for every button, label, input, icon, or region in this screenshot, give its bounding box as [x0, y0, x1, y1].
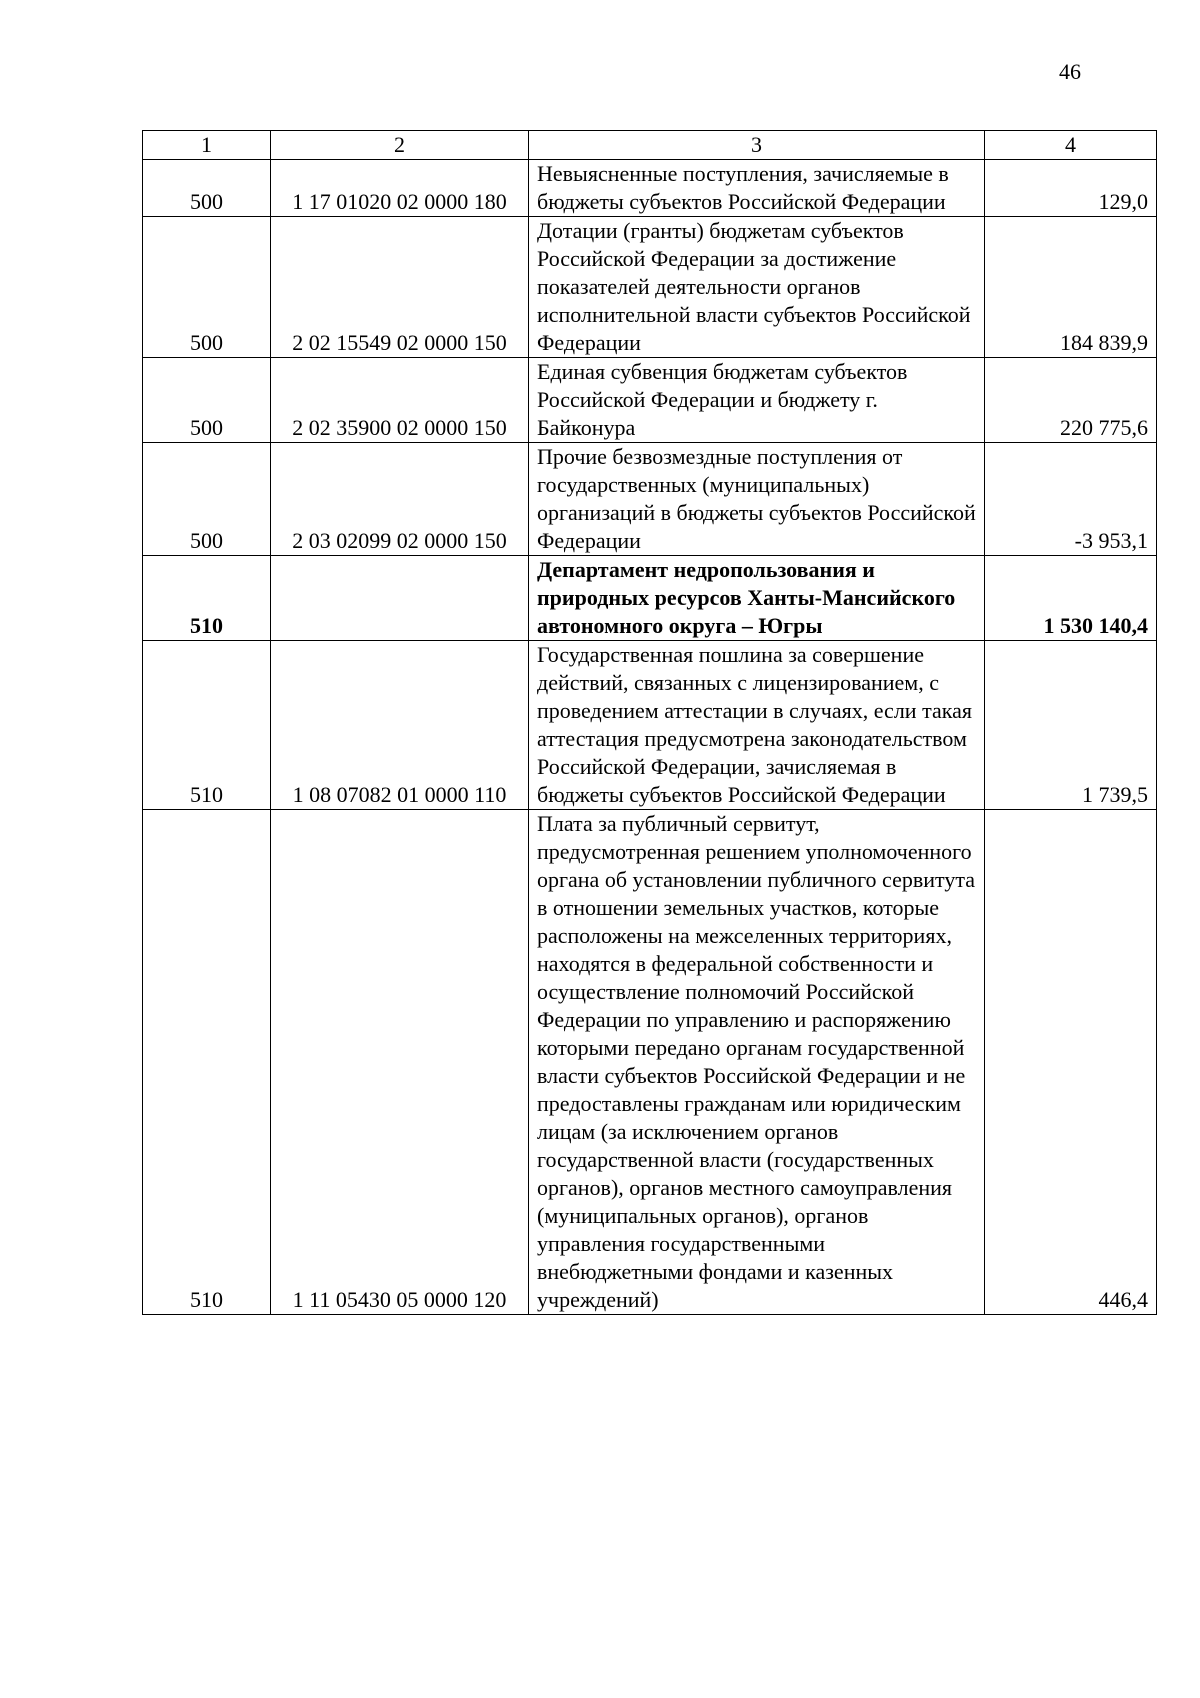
revenue-name-cell: Прочие безвозмездные поступления от государственных (муниципальных) организаций в бюджеты субъектов Российской Федерации	[529, 443, 985, 556]
revenue-name-cell: Единая субвенция бюджетам субъектов Российской Федерации и бюджету г. Байконура	[529, 358, 985, 443]
table-row	[143, 160, 1157, 217]
amount-cell: 220 775,6	[985, 358, 1157, 443]
table-row	[143, 217, 1157, 358]
budget-code-cell	[271, 556, 529, 641]
department-total-cell: 1 530 140,4	[985, 556, 1157, 641]
admin-code-cell: 510	[143, 810, 271, 1315]
column-header-1: 1	[143, 131, 271, 160]
budget-code-cell: 2 02 15549 02 0000 150	[271, 217, 529, 358]
admin-code-cell: 500	[143, 217, 271, 358]
admin-code-cell: 500	[143, 358, 271, 443]
amount-cell: 446,4	[985, 810, 1157, 1315]
revenue-name-cell: Дотации (гранты) бюджетам субъектов Российской Федерации за достижение показателей деятельности органов исполнительной власти субъектов Российской Федерации	[529, 217, 985, 358]
admin-code-cell: 500	[143, 160, 271, 217]
table-header-row	[143, 131, 1157, 160]
budget-code-cell: 1 17 01020 02 0000 180	[271, 160, 529, 217]
table-row	[143, 358, 1157, 443]
revenue-name-cell: Невыясненные поступления, зачисляемые в бюджеты субъектов Российской Федерации	[529, 160, 985, 217]
admin-code-cell: 510	[143, 641, 271, 810]
amount-cell: 184 839,9	[985, 217, 1157, 358]
budget-code-cell: 1 11 05430 05 0000 120	[271, 810, 529, 1315]
admin-code-cell: 500	[143, 443, 271, 556]
amount-cell: -3 953,1	[985, 443, 1157, 556]
amount-cell: 1 739,5	[985, 641, 1157, 810]
amount-cell: 129,0	[985, 160, 1157, 217]
table-row	[143, 641, 1157, 810]
column-header-4: 4	[985, 131, 1157, 160]
page-number: 46	[1059, 59, 1081, 84]
budget-code-cell: 2 02 35900 02 0000 150	[271, 358, 529, 443]
table-row	[143, 810, 1157, 1315]
table-row-department	[143, 556, 1157, 641]
budget-code-cell: 2 03 02099 02 0000 150	[271, 443, 529, 556]
admin-code-cell: 510	[143, 556, 271, 641]
table-row	[143, 443, 1157, 556]
department-name-cell: Департамент недропользования и природных ресурсов Ханты-Мансийского автономного округа – Югры	[529, 556, 985, 641]
column-header-2: 2	[271, 131, 529, 160]
revenue-name-cell: Государственная пошлина за совершение действий, связанных с лицензированием, с проведением аттестации в случаях, если такая аттестация предусмотрена законодательством Российской Федерации, зачисляемая в бюджеты субъектов Российской Федерации	[529, 641, 985, 810]
budget-code-cell: 1 08 07082 01 0000 110	[271, 641, 529, 810]
column-header-3: 3	[529, 131, 985, 160]
revenue-name-cell: Плата за публичный сервитут, предусмотренная решением уполномоченного органа об установлении публичного сервитута в отношении земельных участков, которые расположены на межселенных территориях, находятся в федеральной собственности и осуществление полномочий Российской Федерации по управлению и распоряжению которыми передано органам государственной власти субъектов Российской Федерации и не предоставлены гражданам или юридическим лицам (за исключением органов государственной власти (государственных органов), органов местного самоуправления (муниципальных органов), органов управления государственными внебюджетными фондами и казенных учреждений)	[529, 810, 985, 1315]
revenue-table	[142, 130, 1157, 1315]
